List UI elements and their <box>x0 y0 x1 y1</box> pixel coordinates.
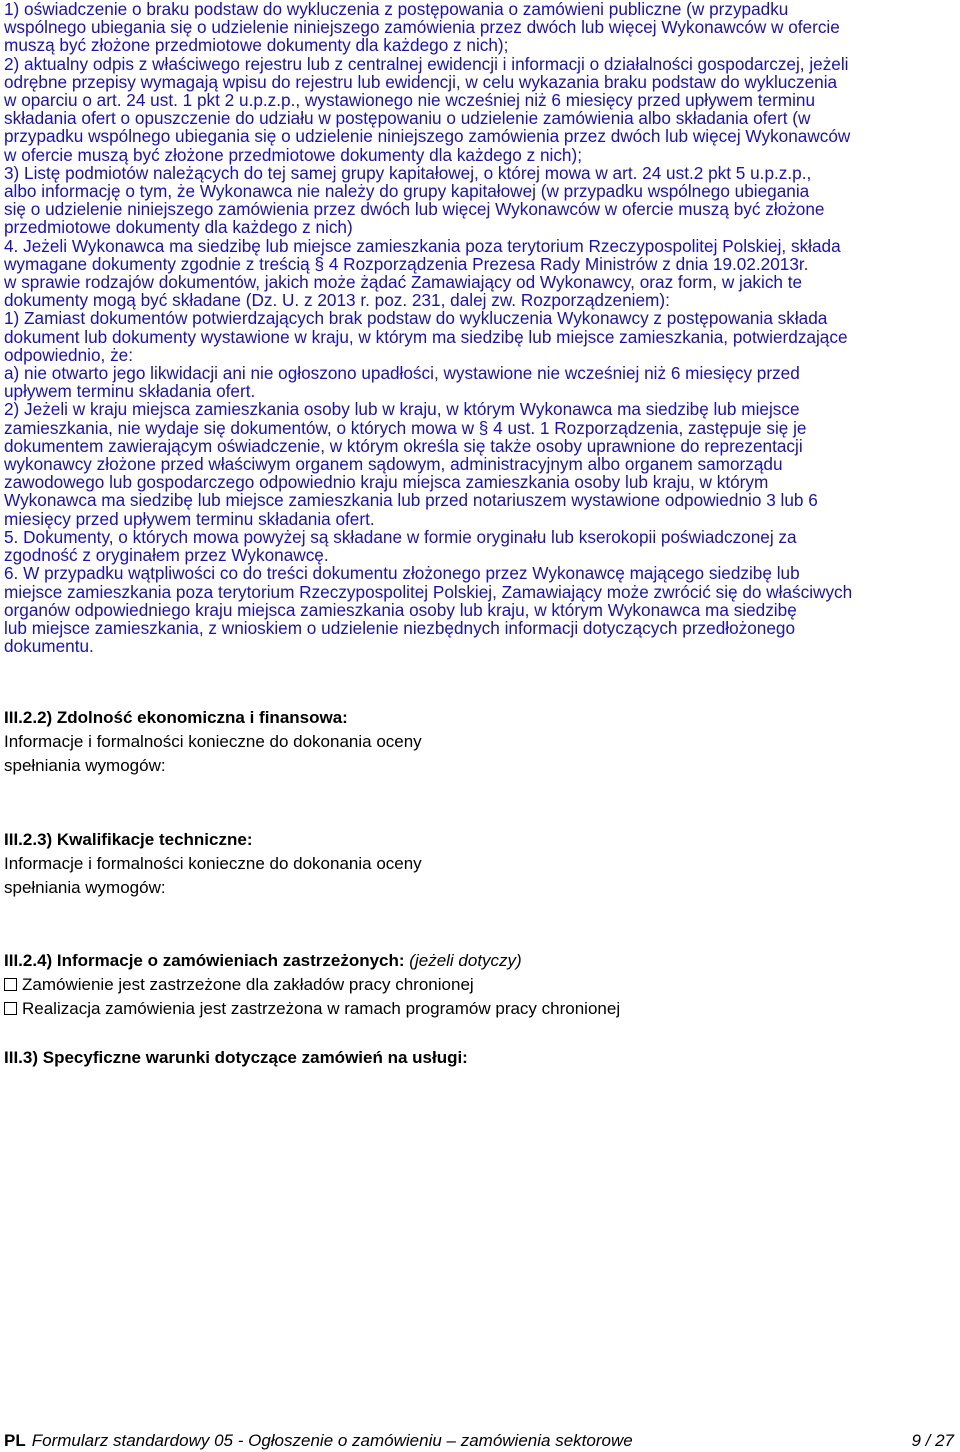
body-line: Wykonawca ma siedzibę lub miejsce zamieszkania lub przed notariuszem wystawione odpowiednio 3 lub 6 <box>4 490 818 511</box>
body-line: muszą być złożone przedmiotowe dokumenty dla każdego z nich); <box>4 35 509 56</box>
body-line: dokumentem zawierającym oświadczenie, w którym określa się także osoby uprawnione do reprezentacji <box>4 435 803 456</box>
section-reserved-contracts <box>4 949 620 1021</box>
body-line: 3) Listę podmiotów należących do tej samej grupy kapitałowej, o której mowa w art. 24 ust.2 pkt 5 u.p.z.p., <box>4 162 812 183</box>
body-line: lub miejsce zamieszkania, z wnioskiem o udzielenie niezbędnych informacji dotyczących przedłożonego <box>4 617 796 638</box>
body-line: dokument lub dokumenty wystawione w kraju, w którym ma siedzibę lub miejsce zamieszkania, potwierdzające <box>4 326 848 347</box>
body-line: dokumenty mogą być składane (Dz. U. z 2013 r. poz. 231, dalej zw. Rozporządzeniem): <box>4 290 670 311</box>
body-line: w sprawie rodzajów dokumentów, jakich może żądać Zamawiający od Wykonawcy, oraz form, w jakich te <box>4 272 803 293</box>
document-body <box>4 0 956 655</box>
section-text: spełniania wymogów: <box>4 756 166 775</box>
body-line: wymagane dokumenty zgodnie z treścią § 4 Rozporządzenia Prezesa Rady Ministrów z dnia 19.02.2013r. <box>4 253 809 274</box>
body-line: organów odpowiedniego kraju miejsca zamieszkania osoby lub kraju, w którym Wykonawca ma siedzibę <box>4 599 797 620</box>
section-text: Informacje i formalności konieczne do dokonania oceny <box>4 854 422 873</box>
body-line: przedmiotowe dokumenty dla każdego z nich) <box>4 217 353 238</box>
section-heading: III.2.2) Zdolność ekonomiczna i finansowa: <box>4 708 348 727</box>
body-line: odrębne przepisy wymagają wpisu do rejestru lub ewidencji, w celu wykazania braku podstaw do wykluczenia <box>4 71 838 92</box>
reserved-option-sheltered-workshops[interactable] <box>4 973 620 997</box>
body-line: składania ofert o opuszczenie do udziału w postępowaniu o udzielenie zamówienia albo składania ofert (w <box>4 108 811 129</box>
option-label: Realizacja zamówienia jest zastrzeżona w ramach programów pracy chronionej <box>22 999 621 1018</box>
footer-language: PL <box>4 1431 26 1450</box>
body-line: zamieszkania, nie wydaje się dokumentów, o których mowa w § 4 ust. 1 Rozporządzenia, zastępuje się je <box>4 417 807 438</box>
body-line: 2) Jeżeli w kraju miejsca zamieszkania osoby lub w kraju, w którym Wykonawca ma siedzibę lub miejsce <box>4 399 800 420</box>
body-line: w oparciu o art. 24 ust. 1 pkt 2 u.p.z.p., wystawionego nie wcześniej niż 6 miesięcy przed upływem terminu <box>4 90 816 111</box>
body-line: przypadku wspólnego ubiegania się o udzielenie niniejszego zamówienia przez dwóch lub więcej Wykonawców <box>4 126 851 147</box>
body-line: 6. W przypadku wątpliwości co do treści dokumentu złożonego przez Wykonawcę mającego siedzibę lub <box>4 563 800 584</box>
section-economic-capacity <box>4 706 422 778</box>
reserved-option-sheltered-programmes[interactable] <box>4 997 620 1021</box>
body-line: wykonawcy złożone przed właściwym organem sądowym, administracyjnym albo organem samorządu <box>4 454 783 475</box>
section-technical-qualifications <box>4 828 422 900</box>
body-line: 1) Zamiast dokumentów potwierdzających brak podstaw do wykluczenia Wykonawcy z postępowania składa <box>4 308 828 329</box>
section-text: Informacje i formalności konieczne do dokonania oceny <box>4 732 422 751</box>
body-line: się o udzielenie niniejszego zamówienia przez dwóch lub więcej Wykonawców w ofercie muszą być złożone <box>4 199 825 220</box>
body-line: zgodność z oryginałem przez Wykonawcę. <box>4 545 329 566</box>
body-line: wspólnego ubiegania się o udzielenie niniejszego zamówienia przez dwóch lub więcej Wykonawców w ofercie <box>4 17 840 38</box>
section-service-conditions <box>4 1046 468 1070</box>
body-line: dokumentu. <box>4 636 94 657</box>
body-line: 1) oświadczenie o braku podstaw do wykluczenia z postępowania o zamówieni publiczne (w przypadku <box>4 0 789 19</box>
page-footer <box>4 1430 954 1452</box>
checkbox[interactable] <box>4 978 17 991</box>
body-line: zawodowego lub gospodarczego odpowiednio kraju miejsca zamieszkania osoby lub kraju, w którym <box>4 472 769 493</box>
body-line: odpowiednio, że: <box>4 344 133 365</box>
body-line: miejsce zamieszkania poza terytorium Rzeczypospolitej Polskiej, Zamawiający może zwrócić się do właściwych <box>4 581 853 602</box>
body-line: 2) aktualny odpis z właściwego rejestru lub z centralnej ewidencji i informacji o działalności gospodarczej, jeżeli <box>4 53 849 74</box>
body-line: 4. Jeżeli Wykonawca ma siedzibę lub miejsce zamieszkania poza terytorium Rzeczypospolitej Polskiej, składa <box>4 235 841 256</box>
body-line: miesięcy przed upływem terminu składania ofert. <box>4 508 375 529</box>
body-line: 5. Dokumenty, o których mowa powyżej są składane w formie oryginału lub kserokopii poświadczonej za <box>4 526 797 547</box>
section-heading-note: (jeżeli dotyczy) <box>409 951 522 970</box>
section-heading: III.3) Specyficzne warunki dotyczące zamówień na usługi: <box>4 1048 468 1067</box>
body-line: a) nie otwarto jego likwidacji ani nie ogłoszono upadłości, wystawione nie wcześniej niż 6 miesięcy przed <box>4 363 800 384</box>
body-line: w ofercie muszą być złożone przedmiotowe dokumenty dla każdego z nich); <box>4 144 582 165</box>
option-label: Zamówienie jest zastrzeżone dla zakładów pracy chronionej <box>22 975 474 994</box>
section-heading: III.2.3) Kwalifikacje techniczne: <box>4 830 253 849</box>
body-line: upływem terminu składania ofert. <box>4 381 256 402</box>
checkbox[interactable] <box>4 1002 17 1015</box>
body-line: albo informację o tym, że Wykonawca nie należy do grupy kapitałowej (w przypadku wspólnego ubiegania <box>4 181 810 202</box>
section-text: spełniania wymogów: <box>4 878 166 897</box>
page-number: 9 / 27 <box>911 1431 954 1450</box>
section-heading: III.2.4) Informacje o zamówieniach zastrzeżonych: <box>4 951 405 970</box>
footer-title: Formularz standardowy 05 - Ogłoszenie o zamówieniu – zamówienia sektorowe <box>31 1431 633 1450</box>
